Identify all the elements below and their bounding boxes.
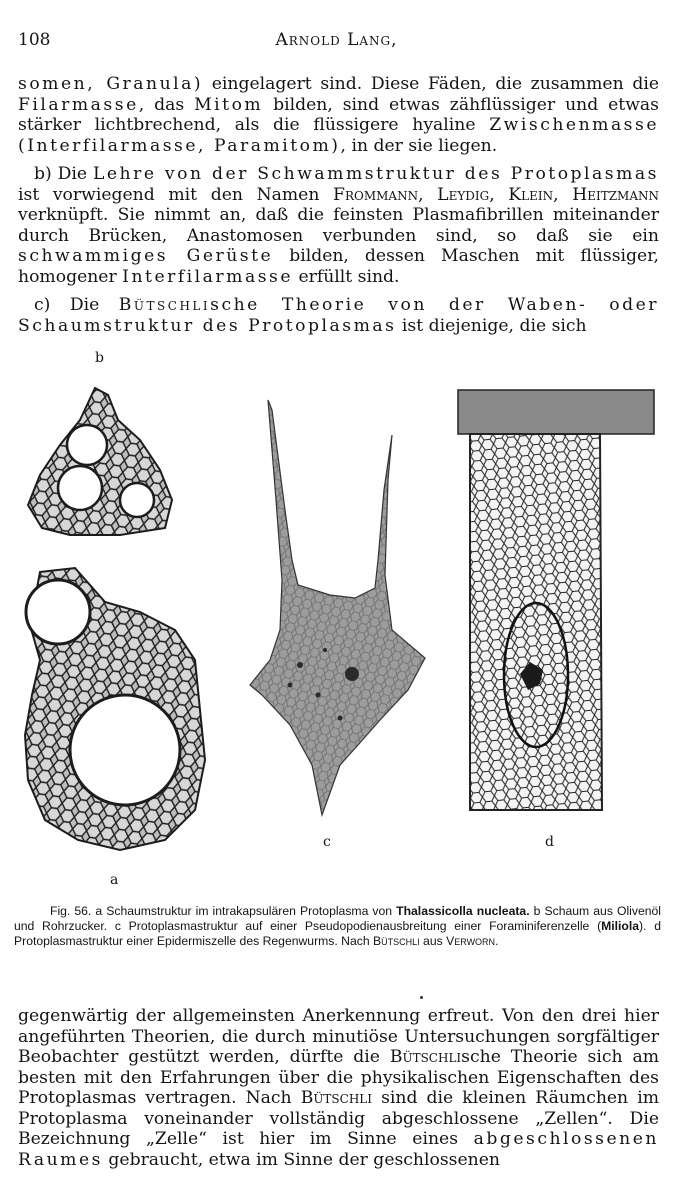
panel-d-epidermis-cell	[458, 390, 654, 810]
text-run: ist diejenige, die sich	[396, 315, 587, 336]
text-run: verknüpft. Sie nimmt an, daß die feinsten Plasmafibrillen miteinander durch Brücken, Anastomosen verbunden sind, so daß sie ein	[18, 205, 659, 246]
text-run: Lehre von der Schwammstruktur des Protoplasmas	[92, 164, 659, 184]
text-run: sche Theorie von der Waben- oder Schaumstruktur des Protoplasmas	[18, 295, 659, 336]
text-run: bilden, sind etwas zähflüssiger und etwas stärker lichtbrechend, als die flüssigere hyaline	[18, 94, 659, 135]
text-run: , das	[138, 94, 195, 115]
text-run: Interfilarmasse	[122, 266, 294, 287]
caption-run: .	[495, 934, 499, 948]
caption-run: ). d Protoplasmastruktur einer Epidermiszelle des Regenwurms. Nach	[14, 919, 661, 948]
body-text-bottom	[18, 1006, 659, 1170]
text-run: erfüllt sind.	[293, 266, 400, 287]
text-run: Bütschli	[118, 295, 211, 315]
caption-run: aus	[419, 934, 447, 948]
caption-author: Verworn	[446, 934, 496, 948]
text-run: eingelagert sind. Diese Fäden, die zusammen die	[203, 74, 659, 94]
text-run: Bütschli	[300, 1088, 373, 1108]
text-run: Zwischenmasse (Interfilarmasse, Paramitom)	[18, 115, 659, 156]
text-run: Frommann, Leydig, Klein, Heitzmann	[333, 184, 659, 205]
text-run: schwammiges Gerüste	[18, 246, 274, 266]
text-run: Filarmasse	[18, 94, 139, 115]
label-b: b	[95, 350, 104, 366]
panel-b-foam	[28, 388, 172, 535]
text-run: , in der sie liegen.	[340, 135, 498, 156]
text-run: b) Die	[34, 164, 93, 184]
paragraph-filar	[18, 74, 659, 156]
caption-fig-number: Fig. 56.	[50, 904, 92, 918]
text-run: ist vorwiegend mit den Namen	[18, 184, 334, 205]
label-d: d	[545, 834, 554, 850]
page-header	[18, 30, 655, 56]
running-head: Arnold Lang,	[275, 30, 398, 50]
text-run: sind die kleinen Räumchen im Protoplasma voneinander vollständig abgeschlossene „Zellen“. Die Bezeichnung „Zelle“ ist hier im Sinne eines	[18, 1088, 659, 1149]
body-text-top	[18, 74, 659, 336]
figure-56	[0, 340, 673, 900]
panel-c-pseudopodium	[250, 400, 425, 815]
caption-run: a Schaumstruktur im intrakapsulären Protoplasma von	[91, 904, 397, 918]
caption-species: Thalassicolla nucleata.	[396, 904, 530, 918]
caption-run: b Schaum aus Olivenöl und Rohrzucker. c Protoplasmastruktur auf einer Pseudopodienausbreitung einer Foraminiferenzelle (	[14, 904, 662, 933]
text-run: abgeschlossenen Raumes	[18, 1129, 659, 1170]
text-run: gegenwärtig der allgemeinsten Anerkennung erfreut. Von den drei hier angeführten Theorien, die durch minutiöse Untersuchungen sorgfältiger Beobachter gestützt werden, dürfte die	[18, 1006, 659, 1067]
label-c: c	[323, 834, 331, 850]
caption-author: Bütschli	[373, 934, 420, 948]
text-run: Bütschli	[389, 1047, 462, 1067]
paragraph-continuation	[18, 1006, 659, 1170]
caption-genus: Miliola	[601, 919, 640, 933]
ink-dot	[420, 996, 423, 999]
page-number: 108	[18, 30, 51, 50]
panel-a-foam	[25, 568, 205, 850]
text-run: bilden, dessen Maschen mit flüssiger, homogener	[18, 246, 659, 287]
paragraph-schwamm	[18, 164, 659, 287]
text-run: Mitom	[194, 94, 264, 115]
figure-caption	[14, 904, 661, 949]
text-run: somen, Granula)	[18, 74, 204, 94]
paragraph-waben	[18, 295, 659, 336]
text-run: c) Die	[34, 295, 119, 315]
figure-illustration	[0, 340, 673, 900]
text-run: sche Theorie sich am besten mit den Erfahrungen über die physikalischen Eigenschaften des Protoplasmas vertragen. Nach	[18, 1047, 659, 1108]
text-run: gebraucht, etwa im Sinne der geschlossenen	[102, 1149, 500, 1170]
label-a: a	[110, 872, 119, 888]
